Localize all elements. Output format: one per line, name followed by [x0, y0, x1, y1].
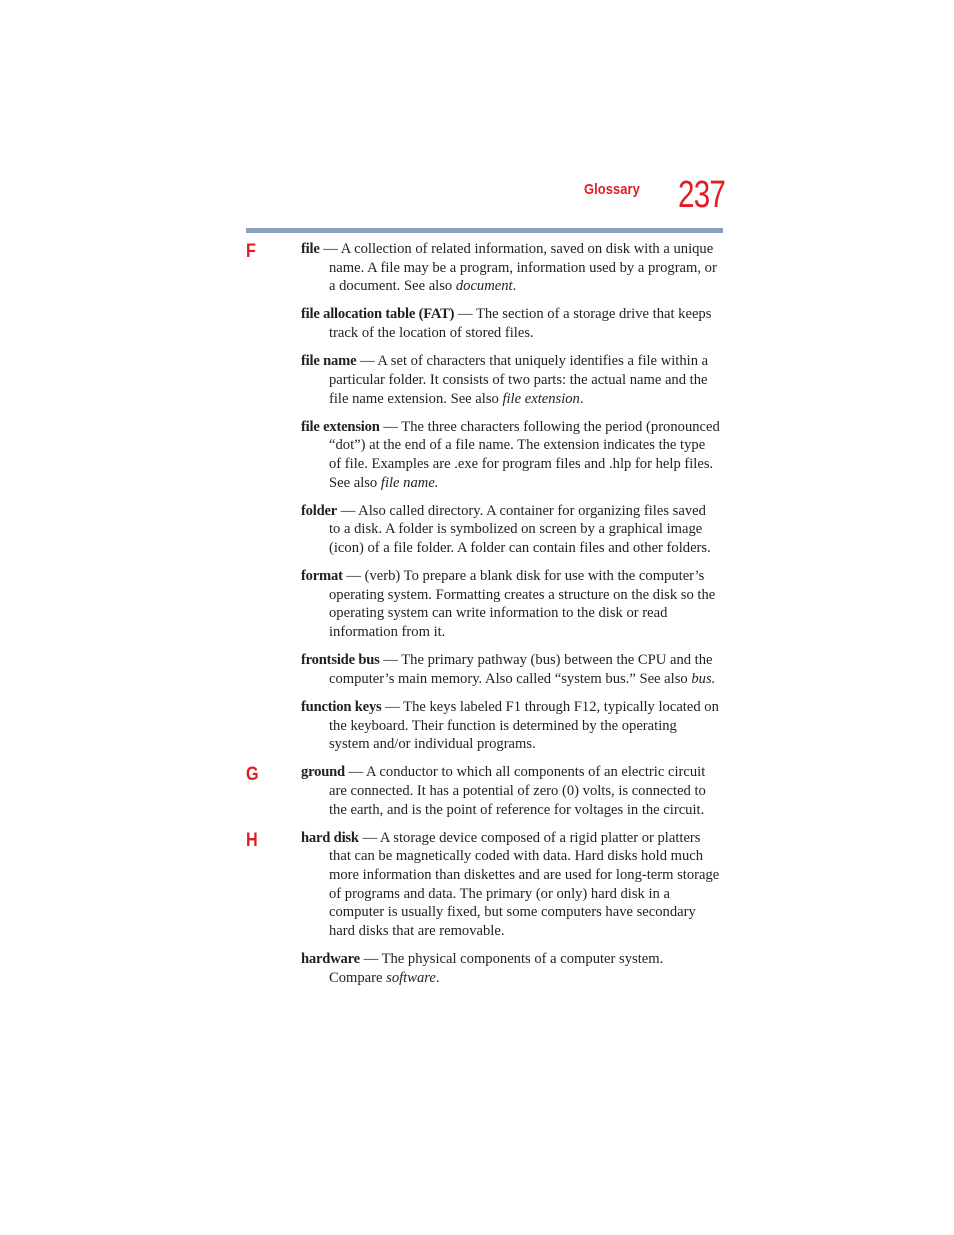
glossary-entry — [301, 418, 720, 493]
glossary-entry — [301, 763, 720, 819]
entry-definition: — The section of a storage drive that keeps track of the location of stored files. — [329, 306, 712, 342]
entry-term: hard disk — [301, 829, 359, 846]
glossary-entry — [301, 240, 720, 296]
entry-definition: — The physical components of a computer system. Compare — [329, 951, 664, 986]
entry-definition: — (verb) To prepare a blank disk for use with the computer’s operating system. Formatting creates a structure on the disk so the operating system can write information to the disk or read information from it. — [329, 568, 716, 641]
section-g — [246, 763, 726, 819]
entry-definition: — A collection of related information, saved on disk with a unique name. A file may be a program, information used by a program, or a document. See also — [319, 241, 717, 295]
entry-term: folder — [301, 502, 338, 519]
header-rule — [246, 228, 723, 233]
glossary-content — [246, 240, 726, 997]
entry-definition: — Also called directory. A container for organizing files saved to a disk. A folder is symbolized on screen by a graphical image (icon) of a file folder. A folder can contain files and other folders. — [329, 502, 711, 557]
entry-definition: — A set of characters that uniquely identifies a file within a particular folder. It consists of two parts: the actual name and the file name extension. See also — [329, 353, 709, 407]
entry-term: file — [301, 241, 320, 257]
entry-term: hardware — [301, 951, 360, 968]
entry-term: frontside bus — [301, 652, 380, 669]
entry-definition: — The three characters following the period (pronounced “dot”) at the end of a file name. The extension indicates the type of file. Examples are .exe for program files and .hlp for help files. See also — [329, 418, 720, 491]
entry-definition: — A conductor to which all components of an electric circuit are connected. It has a potential of zero (0) volts, is connected to the earth, and is the point of reference for voltages in the circuit. — [329, 764, 706, 818]
section-title: Glossary — [584, 181, 640, 198]
glossary-entry — [301, 950, 720, 987]
entry-term: ground — [301, 764, 345, 781]
glossary-entry — [301, 567, 720, 642]
section-f — [246, 240, 726, 754]
entry-see-also: file extension — [502, 390, 580, 407]
entry-see-also: file name. — [380, 474, 439, 491]
glossary-entry — [301, 829, 720, 941]
entry-see-also: software — [386, 969, 436, 986]
entry-term: file name — [301, 353, 357, 370]
entry-term: file allocation table (FAT) — [301, 306, 455, 323]
entry-tail: . — [512, 278, 517, 295]
section-letter: H — [246, 829, 258, 851]
entry-definition: — A storage device composed of a rigid platter or platters that can be magnetically coded with data. Hard disks hold much more information than diskettes and are used for long-term storage of programs and data. The primary (or only) hard disk in a computer is usually fixed, but some computers have secondary hard disks that are removable. — [329, 829, 720, 940]
glossary-entry — [301, 352, 720, 408]
glossary-entry — [301, 651, 720, 688]
entry-see-also: document — [455, 278, 513, 295]
glossary-entry — [301, 305, 720, 342]
entry-term: file extension — [301, 418, 380, 435]
entry-tail: . — [435, 969, 440, 986]
page-number: 237 — [678, 174, 726, 216]
glossary-entry — [301, 698, 720, 754]
entry-tail: . — [579, 390, 584, 407]
section-letter: F — [246, 241, 256, 262]
entry-see-also: bus. — [691, 670, 716, 687]
entry-definition: — The primary pathway (bus) between the CPU and the computer’s main memory. Also called “system bus.” See also — [329, 652, 713, 687]
entry-term: format — [301, 568, 343, 585]
entry-term: function keys — [301, 698, 382, 715]
section-h — [246, 829, 726, 988]
glossary-entry — [301, 502, 720, 558]
section-letter: G — [246, 764, 259, 786]
entry-definition: — The keys labeled F1 through F12, typically located on the keyboard. Their function is determined by the operating system and/or individual programs. — [329, 698, 719, 753]
